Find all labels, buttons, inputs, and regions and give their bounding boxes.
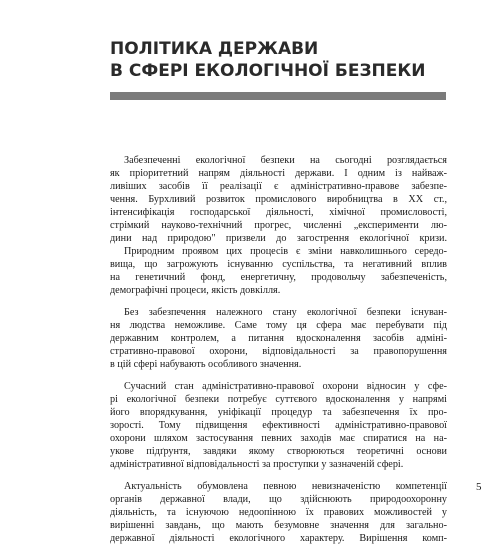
- paragraph: [110, 306, 447, 371]
- text-line: інтенсифікація господарської діяльності, хімічної промисловості,: [110, 207, 447, 218]
- text-line: охорони шляхом застосування певних заходів має спиратися на на-: [110, 433, 447, 444]
- text-line: в цій сфері набувають особливого значення.: [110, 359, 302, 370]
- paragraph: [110, 480, 447, 545]
- text-line: ня людства неможливе. Саме тому ця сфера має перебувати під: [110, 320, 447, 331]
- text-line: зорості. Тому підвищення ефективності адміністративно-правової: [110, 420, 447, 431]
- text-line: як пріоритетний напрям діяльності держави. І одним із найваж-: [110, 168, 447, 179]
- page-number: 5: [476, 481, 482, 493]
- chapter-title: [110, 38, 470, 82]
- text-line: рі екологічної безпеки потребує суттєвого вдосконалення у напрямі: [110, 394, 447, 405]
- paragraph: [110, 380, 447, 471]
- text-line: Природним проявом цих процесів є зміни навколишнього середо-: [124, 246, 447, 257]
- text-line: Забезпеченні екологічної безпеки на сьогодні розглядається: [124, 155, 447, 166]
- text-line: вирішенні завдань, що мають безумовне значення для загально-: [110, 520, 447, 531]
- body-text: [110, 154, 447, 554]
- text-line: адміністративної відповідальності за проступки у зазначеній сфері.: [110, 459, 404, 470]
- text-line: органів державної влади, що здійснюють природоохоронну: [110, 494, 447, 505]
- text-line: вища, що загрожують існуванню суспільства, та негативний вплив: [110, 259, 447, 270]
- text-line: Сучасний стан адміністративно-правової охорони відносин у сфе-: [124, 381, 447, 392]
- text-line: демографічні процеси, якість довкілля.: [110, 285, 281, 296]
- paragraph: [110, 154, 447, 297]
- text-line: державної діяльності екологічного характеру. Вирішення комп-: [110, 533, 447, 544]
- text-line: діяльність, та існуючою недоопінною їх правових можливостей у: [110, 507, 447, 518]
- text-line: стративно-правової охорони, відповідальності за правопорушення: [110, 346, 447, 357]
- text-line: ливіших засобів її реалізації є адміністративно-правове забезпе-: [110, 181, 447, 192]
- text-line: Актуальність обумовлена певною невизначеністю компетенції: [124, 481, 447, 492]
- text-line: Без забезпечення належного стану екологічної безпеки існуван-: [124, 307, 447, 318]
- chapter-title-line-2: В СФЕРІ ЕКОЛОГІЧНОЇ БЕЗПЕКИ: [110, 61, 426, 81]
- text-line: стрімкий науково-технічний прогрес, численні „експерименти лю-: [110, 220, 447, 231]
- text-line: дини над природою" призвели до загострення екологічної кризи.: [110, 233, 447, 244]
- chapter-title-line-1: ПОЛІТИКА ДЕРЖАВИ: [110, 39, 319, 59]
- text-line: державним контролем, а питання вдосконалення засобів адміні-: [110, 333, 447, 344]
- text-line: на генетичний фонд, енергетичну, продовольчу забезпеченість,: [110, 272, 447, 283]
- title-divider-bar: [110, 92, 446, 100]
- text-line: чення. Бурхливий розвиток промислового виробництва в ХХ ст.,: [110, 194, 447, 205]
- text-line: укове підґрунтя, завдяки якому створюються теоретичні основи: [110, 446, 447, 457]
- text-line: його впорядкування, уніфікації процедур та забезпечення їх про-: [110, 407, 447, 418]
